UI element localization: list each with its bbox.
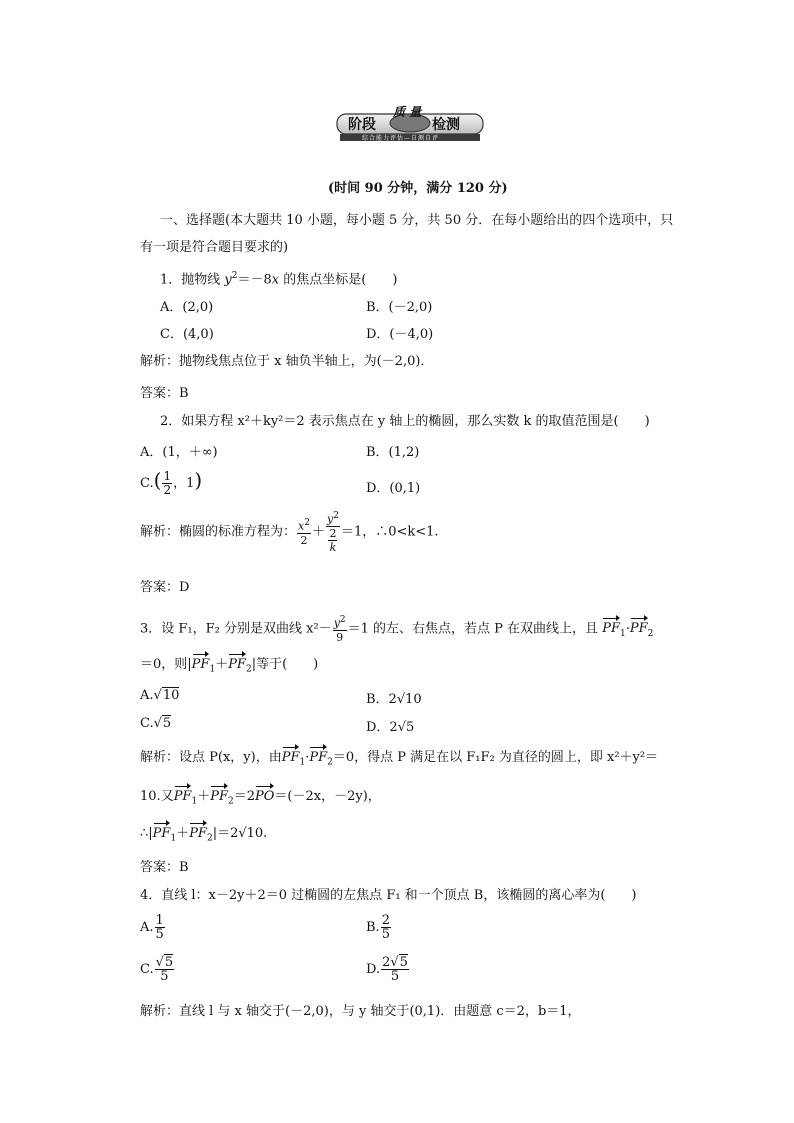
q3-stem-line2-suffix: |等于( )	[251, 657, 319, 672]
q3-analysis-line2: 10.又$PF_1+PF_2=2PO=(-2x$，－2y)，	[140, 789, 381, 807]
q1-answer: 答案：B	[140, 386, 189, 401]
q3-analysis-line1: 解析：设点 P(x，y)，由$PF_1\cdot PF_2=0$，得点 P 满足在以 F₁F₂ 为直径的圆上，即 x²＋y²＝	[140, 750, 659, 768]
q1-option-b: B．(－2,0)	[366, 300, 433, 315]
q3-analysis1-prefix: 解析：设点 P(x，y)，由	[140, 750, 282, 765]
q1-option-a: A．(2,0)	[160, 300, 214, 315]
q3-option-b: B．2√10	[366, 692, 422, 707]
section-heading-line2: 有一项是符合题目要求的)	[140, 240, 289, 255]
q1-option-c: C．(4,0)	[160, 327, 214, 342]
q4-option-c: C. $\frac{√5}{5}$	[140, 955, 174, 984]
q4-analysis: 解析：直线 l 与 x 轴交于(－2,0)，与 y 轴交于(0,1)．由题意 c＝2，b＝1，	[140, 1004, 581, 1019]
q3-option-d: D．2√5	[366, 720, 415, 735]
q3-analysis1-suffix: ＝0，得点 P 满足在以 F₁F₂ 为直径的圆上，即 x²＋y²＝	[332, 750, 659, 765]
logo-top-text: 质 量	[393, 105, 422, 119]
q2-analysis-suffix: ，∴0<k<1.	[362, 524, 439, 540]
question-4-stem: 4．直线 l：x－2y＋2＝0 过椭圆的左焦点 F₁ 和一个顶点 B，该椭圆的离心率为( )	[140, 888, 637, 903]
q2-option-d: D．(0,1)	[366, 481, 421, 496]
question-3-stem-line1: 3．设 F₁，F₂ 分别是双曲线 x²－ $\frac{y^2}{9}$ ＝1 的左、右焦点，若点 P 在双曲线上，且 $PF_1\cdot PF_2$	[140, 615, 654, 644]
q2-option-a: A．(1，＋∞)	[140, 445, 218, 460]
q3-analysis-line3: $\therefore|PF_1+PF_2|=2√10$.	[140, 826, 268, 844]
q3-stem-prefix: 3．设 F₁，F₂ 分别是双曲线 x²－	[140, 621, 332, 637]
q2-option-c: C.( $\frac{1}{2}$ ，1)	[140, 468, 203, 497]
section-heading-line1: 一、选择题(本大题共 10 小题，每小题 5 分，共 50 分．在每小题给出的四个选项中，只	[160, 213, 674, 228]
q1-stem-prefix: 1．抛物线	[160, 272, 225, 288]
question-3-stem-line2: ＝0，则$|PF_1+PF_2|$等于( )	[140, 657, 319, 675]
q3-stem-line2-prefix: ＝0，则|	[140, 657, 192, 672]
q3-analysis2-suffix: ＝(－2x，－2y)，	[274, 789, 381, 804]
q3-stem-suffix: ＝1 的左、右焦点，若点 P 在双曲线上，且	[347, 621, 599, 637]
q1-stem-suffix: 的焦点坐标是( )	[279, 272, 398, 288]
q2-answer: 答案：D	[140, 580, 190, 595]
q2-analysis: 解析：椭圆的标准方程为： $\frac{x^2}{2}$ ＋ $\frac{y^2}{\frac{2}{k}}$ ＝1，∴0<k<1.	[140, 511, 439, 554]
q2-analysis-prefix: 解析：椭圆的标准方程为：	[140, 524, 297, 540]
q3-option-a: A.√10	[140, 688, 180, 703]
q2-option-b: B．(1,2)	[366, 445, 420, 460]
section-logo	[336, 106, 484, 142]
logo-right-text: 检测	[432, 117, 460, 133]
q4-option-a: A. $\frac{1}{5}$	[140, 913, 164, 942]
question-2-stem: 2．如果方程 x²＋ky²＝2 表示焦点在 y 轴上的椭圆，那么实数 k 的取值范围是( )	[160, 414, 650, 429]
q3-answer: 答案：B	[140, 860, 189, 875]
question-1-stem: 1．抛物线 $y^2=-8x$ 的焦点坐标是( )	[160, 271, 398, 288]
logo-subtitle: 综合能力评估—自测自评	[362, 135, 440, 142]
q4-option-b: B. $\frac{2}{5}$	[366, 913, 390, 942]
q4-option-d: D. $\frac{2√5}{5}$	[366, 955, 408, 984]
q1-option-d: D．(－4,0)	[366, 327, 434, 342]
q1-analysis: 解析：抛物线焦点位于 x 轴负半轴上，为(－2,0)．	[140, 354, 434, 369]
logo-left-text: 阶段	[348, 117, 376, 133]
q3-analysis3-suffix: |＝2√10.	[212, 826, 268, 841]
q3-option-c: C.√5	[140, 716, 172, 731]
q3-analysis2-prefix: 10.又	[140, 789, 174, 804]
exam-info: (时间 90 分钟，满分 120 分)	[328, 181, 508, 196]
